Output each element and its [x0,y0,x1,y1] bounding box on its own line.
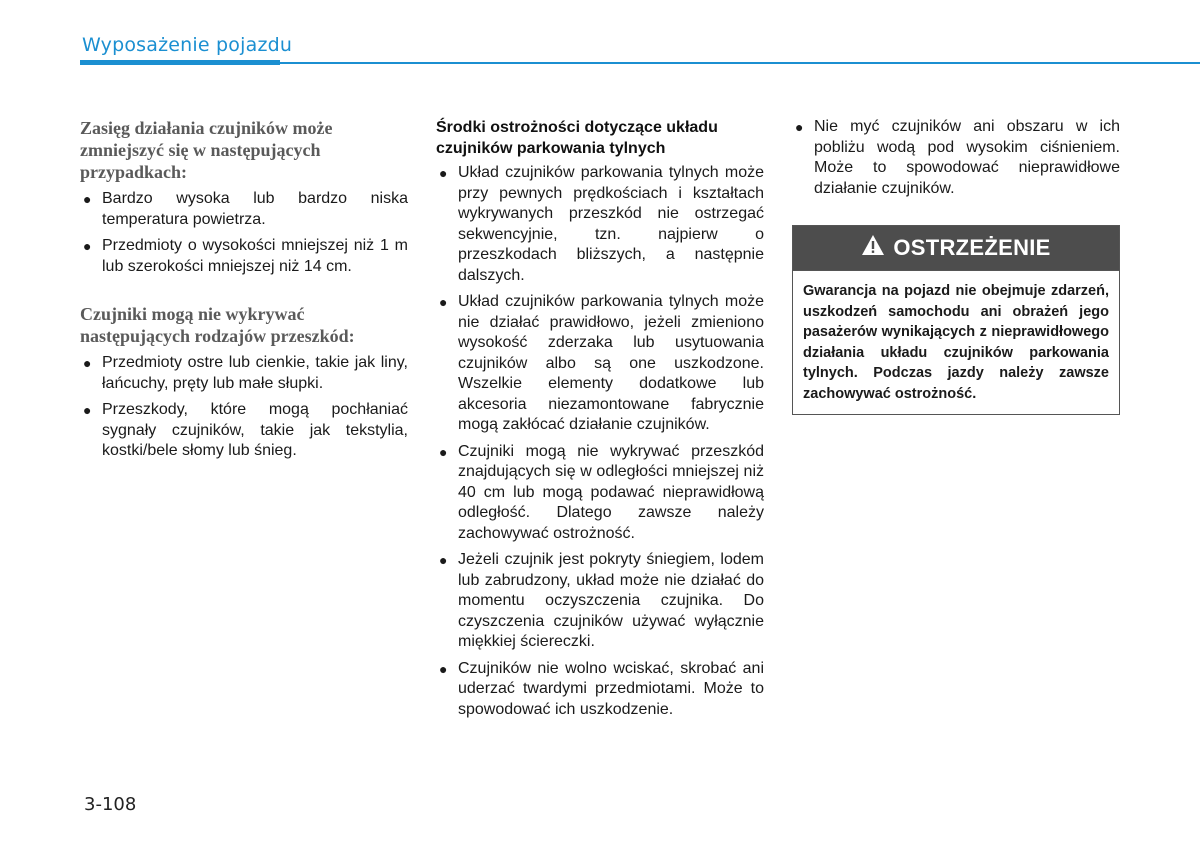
list-item: ● Układ czujników parkowania tylnych może przy pewnych prędkościach i kształtach wykrywanych przeszkód nie ostrzegać sekwencyjnie, tzn. najpierw o przeszkodach bliższych, a następnie dalszych. [439,164,764,284]
warning-title: OSTRZEŻENIE [893,234,1051,260]
bullet-icon: ● [439,660,448,677]
undetectable-obstacles-heading: Czujniki mogą nie wykrywać następujących rodzajów przeszkód: [80,304,355,346]
page-number: 3-108 [84,794,137,815]
list-item: ● Przedmioty o wysokości mniejszej niż 1 m lub szerokości mniejszej niż 14 cm. [83,237,408,275]
bullet-icon: ● [83,238,92,254]
list-item: ● Układ czujników parkowania tylnych może nie działać prawidłowo, jeżeli zmieniono wysokość zderzaka lub usytuowania czujników albo są one uszkodzone. Wszelkie elementy dodatkowe lub akcesoria niezamontowane fabrycznie mogą zakłócać działanie czujników. [439,293,764,433]
bullet-icon: ● [439,294,448,310]
list-item: ● Przeszkody, które mogą pochłaniać sygnały czujników, takie jak tekstylia, kostki/bele słomy lub śnieg. [83,401,408,459]
precautions-list [436,163,764,720]
warning-box [792,225,1120,415]
list-item: ● Przedmioty ostre lub cienkie, takie jak liny, łańcuchy, pręty lub małe słupki. [83,354,408,392]
warning-text: Gwarancja na pojazd nie obejmuje zdarzeń, uszkodzeń samochodu ani obrażeń jego pasażerów wynikających z nieprawidłowego działania układu czujników parkowania tylnych. Podczas jazdy należy zawsze zachowywać ostrożność. [793,271,1119,414]
bullet-icon: ● [439,443,448,460]
bullet-icon: ● [83,402,92,418]
list-item: ● Jeżeli czujnik jest pokryty śniegiem, lodem lub zabrudzony, układ może nie działać do momentu oczyszczenia czujnika. Do czyszczenia czujników używać wyłącznie miękkiej ściereczki. [439,551,764,650]
precautions-heading: Środki ostrożności dotyczące układu czujników parkowania tylnych [436,119,718,157]
bullet-icon: ● [439,552,448,568]
left-column [80,117,408,468]
bullet-icon: ● [439,165,448,181]
range-reduction-heading: Zasięg działania czujników może zmniejszyć się w następujących przypadkach: [80,118,333,182]
undetectable-obstacles-list [80,353,408,462]
section-title: Wyposażenie pojazdu [82,34,293,56]
header-accent-bar [80,60,280,65]
list-item: ● Bardzo wysoka lub bardzo niska temperatura powietrza. [83,190,408,228]
right-column [792,117,1120,415]
range-reduction-list [80,189,408,277]
warning-header [793,226,1119,271]
bullet-icon: ● [795,119,804,135]
list-item: ● Czujniki mogą nie wykrywać przeszkód znajdujących się w odległości mniejszej niż 40 cm lub mogą podawać nieprawidłową odległość. Dlatego zawsze należy zachowywać ostrożność. [439,442,764,542]
list-item: ● Czujników nie wolno wciskać, skrobać ani uderzać twardymi przedmiotami. Może to spowodować ich uszkodzenie. [439,659,764,718]
list-item: ● Nie myć czujników ani obszaru w ich pobliżu wodą pod wysokim ciśnieniem. Może to spowodować nieprawidłowe działanie czujników. [795,118,1120,197]
warning-triangle-icon [861,234,885,263]
cleaning-list [792,117,1120,199]
bullet-icon: ● [83,355,92,371]
bullet-icon: ● [83,191,92,207]
middle-column [436,117,764,726]
